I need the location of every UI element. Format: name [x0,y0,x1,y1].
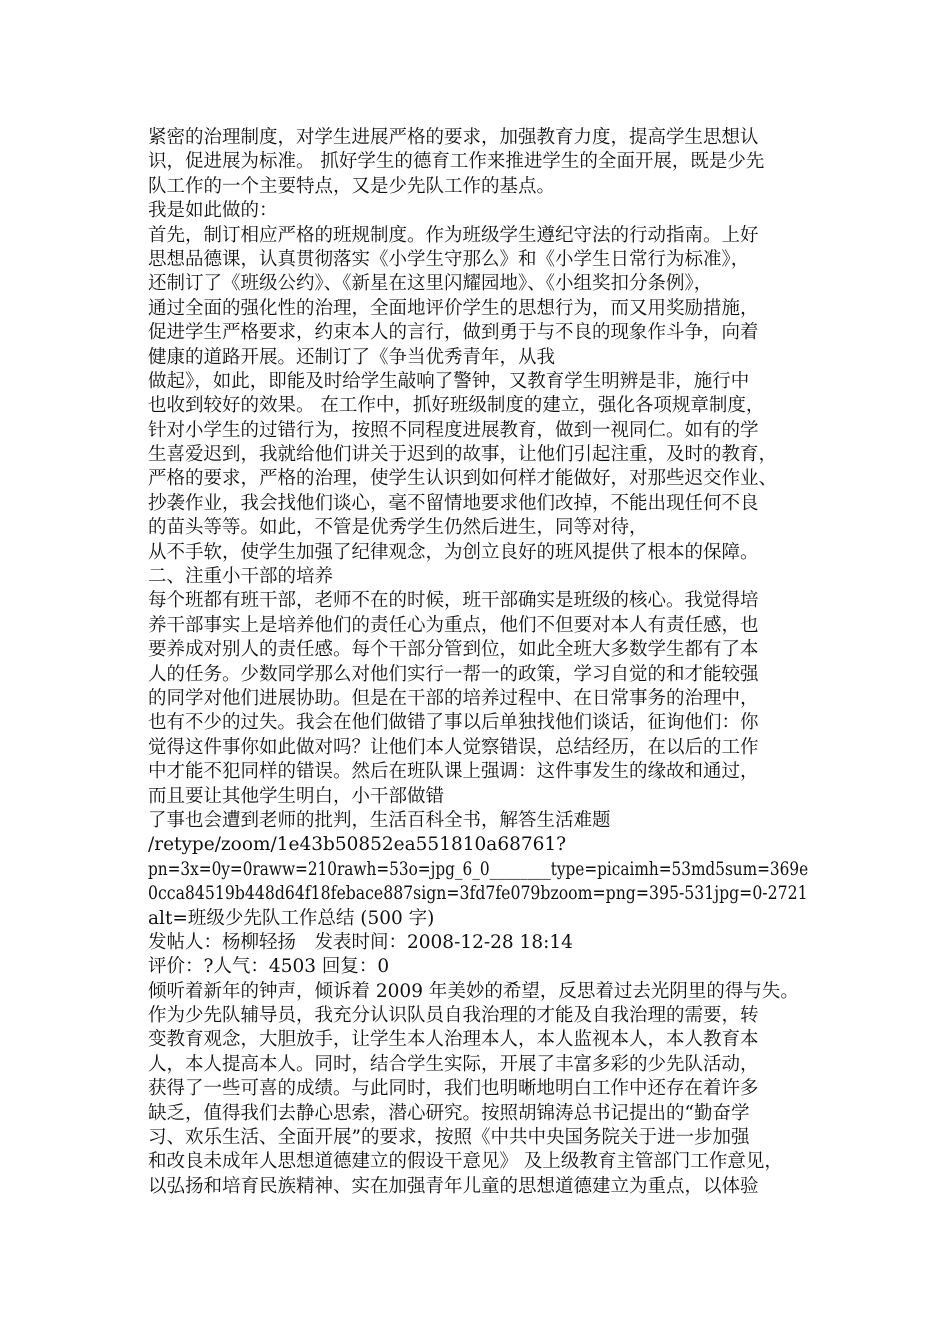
text-line: 队工作的一个主要特点，又是少先队工作的基点。 [148,175,556,197]
text-line: 了事也会遭到老师的批判，生活百科全书，解答生活难题 [148,809,611,831]
text-line: 中才能不犯同样的错误。然后在班队课上强调：这件事发生的缘故和通过， [148,761,759,783]
text-line: 觉得这件事你如此做对吗？让他们本人觉察错误，总结经历，在以后的工作 [148,736,759,758]
text-line: pn=3x=0y=0raww=210rawh=53o=jpg_6_0________type=picaimh=53md5sum=369e [148,858,809,880]
text-line: 倾听着新年的钟声，倾诉着 2009 年美妙的希望，反思着过去光阴里的得与失。 [148,980,799,1002]
text-line: 针对小学生的过错行为，按照不同程度进展教育，做到一视同仁。如有的学 [148,419,759,441]
text-line: 紧密的治理制度，对学生进展严格的要求，加强教育力度，提高学生思想认 [148,127,759,148]
text-line: 以弘扬和培育民族精神、实在加强青年儿童的思想道德建立为重点，以体验 [148,1175,759,1197]
text-line: 要养成对别人的责任感。每个干部分管到位，如此全班大多数学生都有了本 [148,639,759,661]
text-line: 首先，制订相应严格的班规制度。作为班级学生遵纪守法的行动指南。上好 [148,224,759,246]
text-line: 发帖人：杨柳轻扬 发表时间：2008-12-28 18:14 [148,931,573,953]
text-line: 识，促进展为标准。 抓好学生的德育工作来推进学生的全面开展，既是少先 [148,151,765,173]
text-line: 生喜爱迟到，我就给他们讲关于迟到的故事，让他们引起注重，及时的教育， [148,444,778,466]
text-line: 严格的要求，严格的治理，使学生认识到如何样才能做好，对那些迟交作业、 [148,468,778,490]
text-line: 习、欢乐生活、全面开展”的要求，按照《中共中央国务院关于进一步加强 [148,1127,750,1149]
text-line: 作为少先队辅导员，我充分认识队员自我治理的才能及自我治理的需要，转 [148,1005,759,1027]
text-line: 评价：?人气：4503 回复：0 [148,956,390,978]
text-line: 和改良未成年人思想道德建立的假设干意见》 及上级教育主管部门工作意见， [148,1151,783,1173]
text-line: 获得了一些可喜的成绩。与此同时，我们也明晰地明白工作中还存在着许多 [148,1078,759,1100]
document-body [148,126,808,1199]
text-line: 的同学对他们进展协助。但是在干部的培养过程中、在日常事务的治理中， [148,687,759,709]
text-line: 而且要让其他学生明白，小干部做错 [148,785,445,807]
text-line: 也收到较好的效果。 在工作中，抓好班级制度的建立，强化各项规章制度， [148,395,765,417]
text-line: 缺乏，值得我们去静心思索，潜心研究。按照胡锦涛总书记提出的“勤奋学 [148,1102,750,1124]
text-line: 思想品德课，认真贯彻落实《小学生守那么》和《小学生日常行为标准》， [148,248,750,270]
text-line: 抄袭作业，我会找他们谈心，毫不留情地要求他们改掉，不能出现任何不良 [148,492,759,514]
text-line: 的苗头等等。如此，不管是优秀学生仍然后进生，同等对待， [148,517,648,539]
text-line: 养干部事实上是培养他们的责任心为重点，他们不但要对本人有责任感，也 [148,614,759,636]
text-line: /retype/zoom/1e43b50852ea551810a68761? [148,834,567,856]
text-line: 0cca84519b448d64f18febace887sign=3fd7fe079bzoom=png=395-531jpg=0-2721 [148,883,808,905]
text-line: 通过全面的强化性的治理，全面地评价学生的思想行为，而又用奖励措施， [148,297,759,319]
text-line: 从不手软，使学生加强了纪律观念，为创立良好的班风提供了根本的保障。 [148,541,759,563]
text-line: 我是如此做的： [148,200,278,222]
text-line: 每个班都有班干部，老师不在的时候，班干部确实是班级的核心。我觉得培 [148,590,759,612]
text-line: 健康的道路开展。还制订了《争当优秀青年，从我 [148,346,556,368]
text-line: 促进学生严格要求，约束本人的言行，做到勇于与不良的现象作斗争，向着 [148,322,759,344]
text-line: 变教育观念，大胆放手，让学生本人治理本人，本人监视本人，本人教育本 [148,1029,759,1051]
text-line: 人，本人提高本人。同时，结合学生实际，开展了丰富多彩的少先队活动， [148,1053,759,1075]
text-line: alt=班级少先队工作总结 (500 字) [148,907,435,929]
text-line: 还制订了《班级公约》、《新星在这里闪耀园地》、《小组奖扣分条例》， [148,273,713,295]
text-line: 做起》，如此，即能及时给学生敲响了警钟，又教育学生明辨是非，施行中 [148,370,750,392]
text-line: 也有不少的过失。我会在他们做错了事以后单独找他们谈话，征询他们：你 [148,712,759,734]
text-line: 人的任务。少数同学那么对他们实行一帮一的政策，学习自觉的和才能较强 [148,663,759,685]
text-line: 二、注重小干部的培养 [148,566,334,588]
